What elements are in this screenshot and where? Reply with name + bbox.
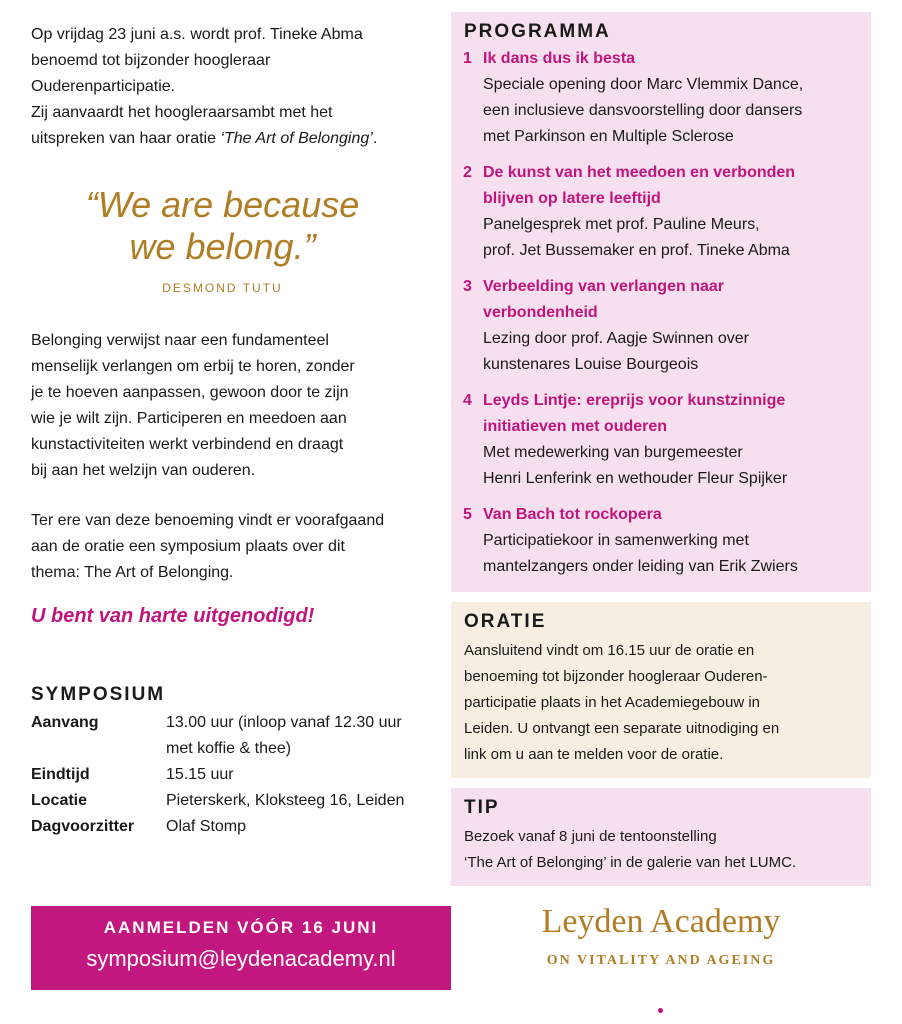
body-line: wie je wilt zijn. Participeren en meedoen aan xyxy=(31,410,347,427)
oratie-line: participatie plaats in het Academiegebouw in xyxy=(464,694,761,711)
oratie-text xyxy=(464,638,858,768)
item-desc: Speciale opening door Marc Vlemmix Dance, xyxy=(483,76,804,93)
intro-line xyxy=(31,126,431,152)
tip-text xyxy=(464,824,858,876)
leyden-academy-logo xyxy=(520,903,802,969)
quote-author: DESMOND TUTU xyxy=(162,281,283,295)
row-value xyxy=(166,710,441,762)
symposium-row xyxy=(31,762,441,788)
body-line: aan de oratie een symposium plaats over dit xyxy=(31,538,345,555)
symposium-row xyxy=(31,814,441,840)
programma-item xyxy=(463,274,859,378)
symposium-row xyxy=(31,788,441,814)
register-banner[interactable] xyxy=(31,906,451,990)
programma-item xyxy=(463,388,859,492)
row-value: Pieterskerk, Kloksteeg 16, Leiden xyxy=(166,792,405,809)
item-desc: een inclusieve dansvoorstelling door dansers xyxy=(483,102,803,119)
item-desc: Henri Lenferink en wethouder Fleur Spijker xyxy=(483,470,788,487)
programma-box xyxy=(451,12,871,592)
belonging-paragraph xyxy=(31,328,436,484)
item-heading: initiatieven met ouderen xyxy=(483,418,668,435)
oratie-line: Leiden. U ontvangt een separate uitnodiging en xyxy=(464,720,780,737)
oratie-title: ORATIE xyxy=(464,611,547,632)
oration-title: ‘The Art of Belonging’ xyxy=(220,130,373,147)
body-line: je te hoeven aanpassen, gewoon door te zijn xyxy=(31,384,349,401)
logo-dot-icon xyxy=(658,1008,663,1013)
logo-tagline: ON VITALITY AND AGEING xyxy=(546,953,776,968)
item-number: 1 xyxy=(463,50,472,67)
item-heading: Leyds Lintje: ereprijs voor kunstzinnige xyxy=(483,392,786,409)
row-value-line: met koffie & thee) xyxy=(166,740,292,757)
item-heading: verbondenheid xyxy=(483,304,598,321)
intro-line: Op vrijdag 23 juni a.s. wordt prof. Tineke Abma xyxy=(31,26,363,43)
body-line: thema: The Art of Belonging. xyxy=(31,564,234,581)
tip-line: ‘The Art of Belonging’ in de galerie van het LUMC. xyxy=(464,854,797,871)
tip-line: Bezoek vanaf 8 juni de tentoonstelling xyxy=(464,828,717,845)
item-desc: kunstenares Louise Bourgeois xyxy=(483,356,699,373)
row-label: Locatie xyxy=(31,792,88,809)
programma-title: PROGRAMMA xyxy=(464,21,611,42)
symposium-row xyxy=(31,710,441,762)
invitation-text: U bent van harte uitgenodigd! xyxy=(31,605,315,627)
item-desc: met Parkinson en Multiple Sclerose xyxy=(483,128,734,145)
quote-line: “We are because xyxy=(85,184,360,225)
item-desc: mantelzangers onder leiding van Erik Zwiers xyxy=(483,558,798,575)
item-heading: De kunst van het meedoen en verbonden xyxy=(483,164,796,181)
body-line: kunstactiviteiten werkt verbindend en draagt xyxy=(31,436,344,453)
body-line: Ter ere van deze benoeming vindt er voorafgaand xyxy=(31,512,385,529)
row-label: Eindtijd xyxy=(31,766,90,783)
intro-line: Zij aanvaardt het hoogleraarsambt met het xyxy=(31,104,333,121)
item-heading: blijven op latere leeftijd xyxy=(483,190,661,207)
symposium-paragraph xyxy=(31,508,441,586)
item-number: 3 xyxy=(463,278,472,295)
row-label: Dagvoorzitter xyxy=(31,818,135,835)
symposium-title: SYMPOSIUM xyxy=(31,684,166,705)
item-desc: Panelgesprek met prof. Pauline Meurs, xyxy=(483,216,760,233)
symposium-details xyxy=(31,710,441,840)
body-line: Belonging verwijst naar een fundamenteel xyxy=(31,332,329,349)
intro-line: benoemd tot bijzonder hoogleraar xyxy=(31,52,271,69)
programma-item xyxy=(463,46,859,150)
row-value: 15.15 uur xyxy=(166,766,234,783)
logo-name: Leyden Academy xyxy=(541,903,781,940)
register-email-link[interactable]: symposium@leydenacademy.nl xyxy=(86,946,396,971)
oratie-box xyxy=(451,602,871,778)
row-label: Aanvang xyxy=(31,714,99,731)
item-desc: Met medewerking van burgemeester xyxy=(483,444,743,461)
pull-quote xyxy=(30,184,415,268)
register-label: AANMELDEN VÓÓR 16 JUNI xyxy=(103,918,379,937)
row-value: Olaf Stomp xyxy=(166,818,247,835)
oratie-line: link om u aan te melden voor de oratie. xyxy=(464,746,724,763)
programma-list xyxy=(463,46,859,580)
item-number: 5 xyxy=(463,506,472,523)
tip-box xyxy=(451,788,871,886)
item-desc: Lezing door prof. Aagje Swinnen over xyxy=(483,330,749,347)
item-desc: Participatiekoor in samenwerking met xyxy=(483,532,749,549)
item-heading: Ik dans dus ik besta xyxy=(483,50,636,67)
item-number: 2 xyxy=(463,164,472,181)
item-number: 4 xyxy=(463,392,472,409)
intro-line-suffix: . xyxy=(372,130,378,147)
tip-title: TIP xyxy=(464,797,500,818)
programma-item xyxy=(463,160,859,264)
body-line: bij aan het welzijn van ouderen. xyxy=(31,462,256,479)
item-heading: Van Bach tot rockopera xyxy=(483,506,662,523)
oratie-line: Aansluitend vindt om 16.15 uur de oratie en xyxy=(464,642,755,659)
oratie-line: benoeming tot bijzonder hoogleraar Ouderen- xyxy=(464,668,768,685)
body-line: menselijk verlangen om erbij te horen, zonder xyxy=(31,358,355,375)
intro-line: Ouderenparticipatie. xyxy=(31,78,176,95)
item-heading: Verbeelding van verlangen naar xyxy=(483,278,724,295)
programma-item xyxy=(463,502,859,580)
intro-line-prefix: uitspreken van haar oratie xyxy=(31,130,221,147)
item-desc: prof. Jet Bussemaker en prof. Tineke Abma xyxy=(483,242,790,259)
row-value-line: 13.00 uur (inloop vanaf 12.30 uur xyxy=(166,714,402,731)
quote-line: we belong.” xyxy=(129,226,316,267)
intro-paragraph xyxy=(31,22,431,152)
